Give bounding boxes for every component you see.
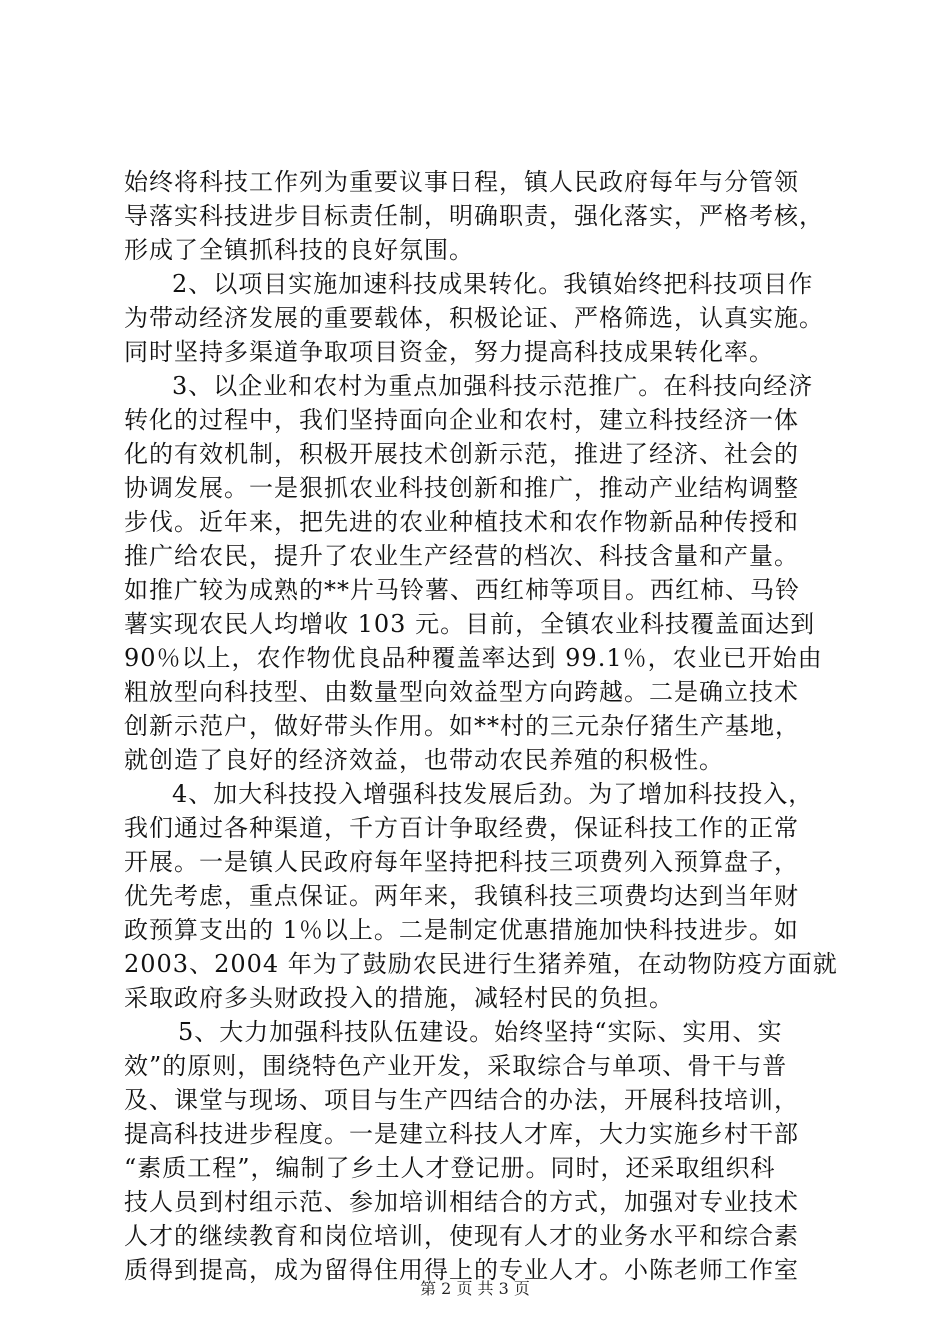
text-line: 导落实科技进步目标责任制，明确职责，强化落实，严格考核， <box>124 202 824 230</box>
text-line: 协调发展。一是狠抓农业科技创新和推广，推动产业结构调整 <box>124 474 799 502</box>
text-line: 开展。一是镇人民政府每年坚持把科技三项费列入预算盘子， <box>124 848 799 876</box>
text-line: 创新示范户，做好带头作用。如**村的三元杂仔猪生产基地， <box>124 712 800 740</box>
text-line: 技人员到村组示范、参加培训相结合的方式，加强对专业技术 <box>124 1188 799 1216</box>
text-line: 及、课堂与现场、项目与生产四结合的办法，开展科技培训， <box>124 1086 799 1114</box>
text-line: 2003、2004 年为了鼓励农民进行生猪养殖，在动物防疫方面就 <box>124 950 838 978</box>
text-line: 同时坚持多渠道争取项目资金，努力提高科技成果转化率。 <box>124 338 774 366</box>
text-line: 化的有效机制，积极开展技术创新示范，推进了经济、社会的 <box>124 440 799 468</box>
text-line: 如推广较为成熟的**片马铃薯、西红柿等项目。西红柿、马铃 <box>124 576 800 604</box>
text-line: 政预算支出的 1％以上。二是制定优惠措施加快科技进步。如 <box>124 916 799 944</box>
text-line: 推广给农民，提升了农业生产经营的档次、科技含量和产量。 <box>124 542 799 570</box>
text-line: 提高科技进步程度。一是建立科技人才库，大力实施乡村干部 <box>124 1120 799 1148</box>
text-line: 5、大力加强科技队伍建设。始终坚持“实际、实用、实 <box>178 1018 783 1046</box>
text-line: 2、以项目实施加速科技成果转化。我镇始终把科技项目作 <box>172 270 814 298</box>
text-line: 步伐。近年来，把先进的农业种植技术和农作物新品种传授和 <box>124 508 799 536</box>
text-line: 3、以企业和农村为重点加强科技示范推广。在科技向经济 <box>172 372 814 400</box>
text-line: 效”的原则，围绕特色产业开发，采取综合与单项、骨干与普 <box>124 1052 788 1080</box>
text-line: 人才的继续教育和岗位培训，使现有人才的业务水平和综合素 <box>124 1222 799 1250</box>
text-line: 始终将科技工作列为重要议事日程，镇人民政府每年与分管领 <box>124 168 799 196</box>
text-line: 转化的过程中，我们坚持面向企业和农村，建立科技经济一体 <box>124 406 799 434</box>
text-line: 采取政府多头财政投入的措施，减轻村民的负担。 <box>124 984 674 1012</box>
page-number-footer: 第 2 页 共 3 页 <box>420 1279 530 1298</box>
text-line: 90％以上，农作物优良品种覆盖率达到 99.1％，农业已开始由 <box>124 644 823 672</box>
text-line: 粗放型向科技型、由数量型向效益型方向跨越。二是确立技术 <box>124 678 799 706</box>
text-line: 质得到提高，成为留得住用得上的专业人才。小陈老师工作室 <box>124 1256 799 1284</box>
text-line: 形成了全镇抓科技的良好氛围。 <box>124 236 474 264</box>
text-line: 我们通过各种渠道，千方百计争取经费，保证科技工作的正常 <box>124 814 799 842</box>
text-line: 为带动经济发展的重要载体，积极论证、严格筛选，认真实施。 <box>124 304 824 332</box>
text-line: 4、加大科技投入增强科技发展后劲。为了增加科技投入， <box>172 780 814 808</box>
text-line: 优先考虑，重点保证。两年来，我镇科技三项费均达到当年财 <box>124 882 799 910</box>
text-line: 就创造了良好的经济效益，也带动农民养殖的积极性。 <box>124 746 724 774</box>
text-line: “素质工程”，编制了乡土人才登记册。同时，还采取组织科 <box>124 1154 776 1182</box>
text-line: 薯实现农民人均增收 103 元。目前，全镇农业科技覆盖面达到 <box>124 610 816 638</box>
